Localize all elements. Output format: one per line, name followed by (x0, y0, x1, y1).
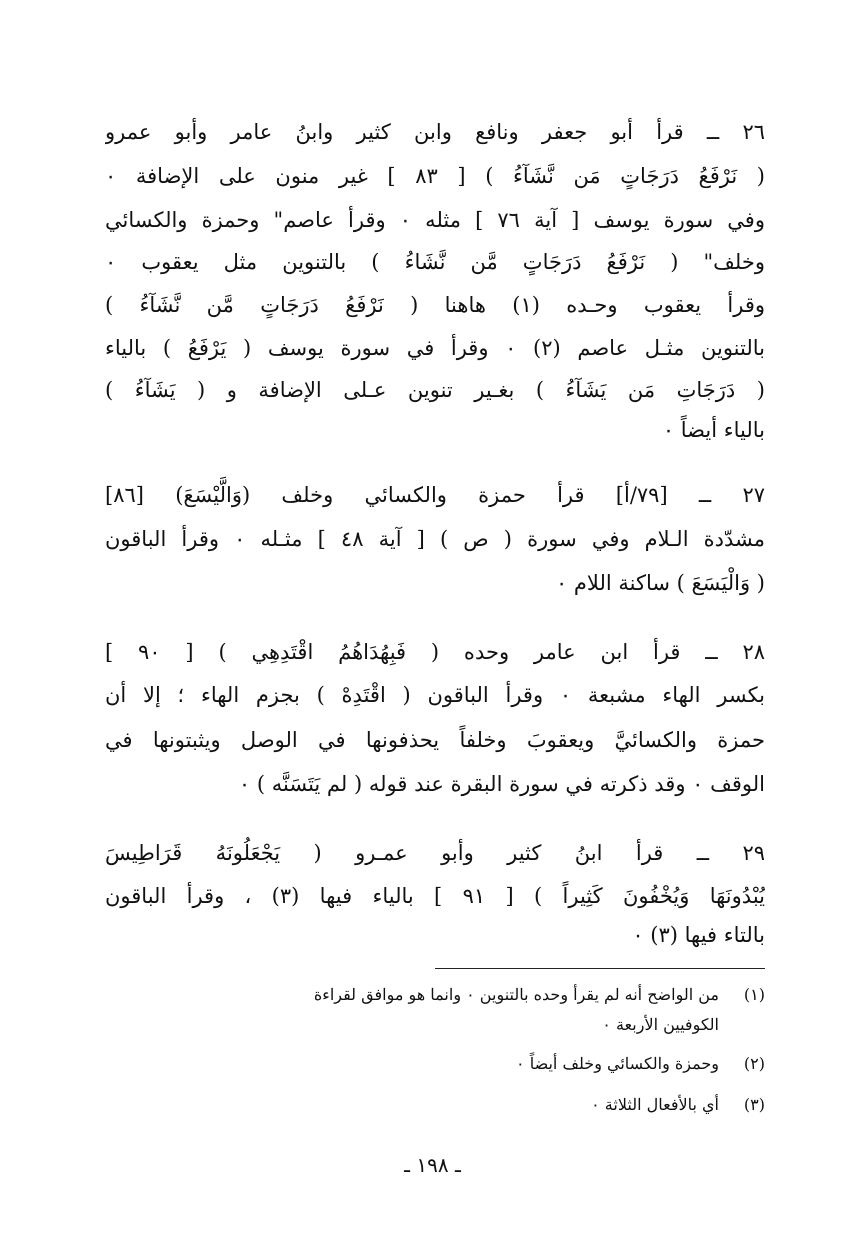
text-line: ( نَرْفَعُ دَرَجَاتٍ مَن نَّشَآءُ ) [ ٨٣ ] غير منون على الإضافة ٠ (105, 164, 765, 188)
text-line: ( وَالْيَسَعَ ) ساكنة اللام ٠ (555, 571, 765, 595)
text-line: بالتاء فيها (٣) ٠ (632, 923, 765, 947)
text-line: الوقف ٠ وقد ذكرته في سورة البقرة عند قوله ( لم يَتَسَنَّه ) ٠ (238, 772, 765, 796)
footnote-1-continuation: الكوفيين الأربعة ٠ (602, 1015, 719, 1034)
footnote-number: (٢) (743, 1054, 765, 1073)
text-line: وخلف" ( نَرْفَعُ دَرَجَاتٍ مَّن نَّشَاءُ ) بالتنوين مثل يعقوب ٠ (105, 250, 765, 274)
text-line: ٢٧ ــ [٧٩/أ] قرأ حمزة والكسائي وخلف (وَالَّيْسَعَ) [٨٦] (105, 483, 765, 507)
footnote-separator (435, 968, 765, 969)
footnote-text: أي بالأفعال الثلاثة ٠ (591, 1095, 719, 1114)
text-line: بالتنوين مثـل عاصم (٢) ٠ وقرأ في سورة يوسف ( يَرْفَعُ ) بالياء (105, 336, 765, 360)
text-line: بكسر الهاء مشبعة ٠ وقرأ الباقون ( اقْتَدِهْ ) بجزم الهاء ؛ إلا أن (105, 683, 765, 707)
text-line: ( دَرَجَاتِ مَن يَشَآءُ ) بغـير تنوين عـلى الإضافة و ( يَشَآءُ ) (105, 378, 765, 402)
text-line: ٢٦ ــ قرأ أبو جعفر ونافع وابن كثير وابنُ عامر وأبو عمرو (105, 120, 765, 144)
footnote-text: من الواضح أنه لم يقرأ وحده بالتنوين ٠ وانما هو موافق لقراءة (313, 985, 719, 1004)
text-line: بالياء أيضاً ٠ (662, 418, 765, 442)
text-line: ٢٨ ــ قرأ ابن عامر وحده ( فَبِهُدَاهُمُ اقْتَدِهِي ) [ ٩٠ ] (105, 640, 765, 664)
page-number: ـ ١٩٨ ـ (404, 1153, 461, 1177)
text-line: وقرأ يعقوب وحـده (١) هاهنا ( نَرْفَعُ دَرَجَاتٍ مَّن نَّشَآءُ ) (105, 293, 765, 317)
text-line: حمزة والكسائيَّ ويعقوبَ وخلفاً يحذفونها في الوصل ويثبتونها في (105, 728, 765, 752)
footnote-number: (١) (743, 985, 765, 1004)
text-line: مشدّدة الـلام وفي سورة ( ص ) [ آية ٤٨ ] مثـله ٠ وقرأ الباقون (105, 527, 765, 551)
footnote-3 (105, 1090, 765, 1120)
footnote-1 (105, 980, 765, 1010)
text-line: ٢٩ ــ قرأ ابنُ كثير وأبو عمـرو ( يَجْعَلُونَهُ قَرَاطِيسَ (105, 841, 765, 865)
text-line: وفي سورة يوسف [ آية ٧٦ ] مثله ٠ وقرأ عاصم" وحمزة والكسائي (105, 208, 765, 232)
text-line: يُبْدُونَهَا وَيُخْفُونَ كَثِيراً ) [ ٩١ ] بالياء فيها (٣) ، وقرأ الباقون (105, 884, 765, 908)
footnote-2 (105, 1049, 765, 1079)
footnote-number: (٣) (743, 1095, 765, 1114)
footnote-text: وحمزة والكسائي وخلف أيضاً ٠ (516, 1054, 719, 1073)
